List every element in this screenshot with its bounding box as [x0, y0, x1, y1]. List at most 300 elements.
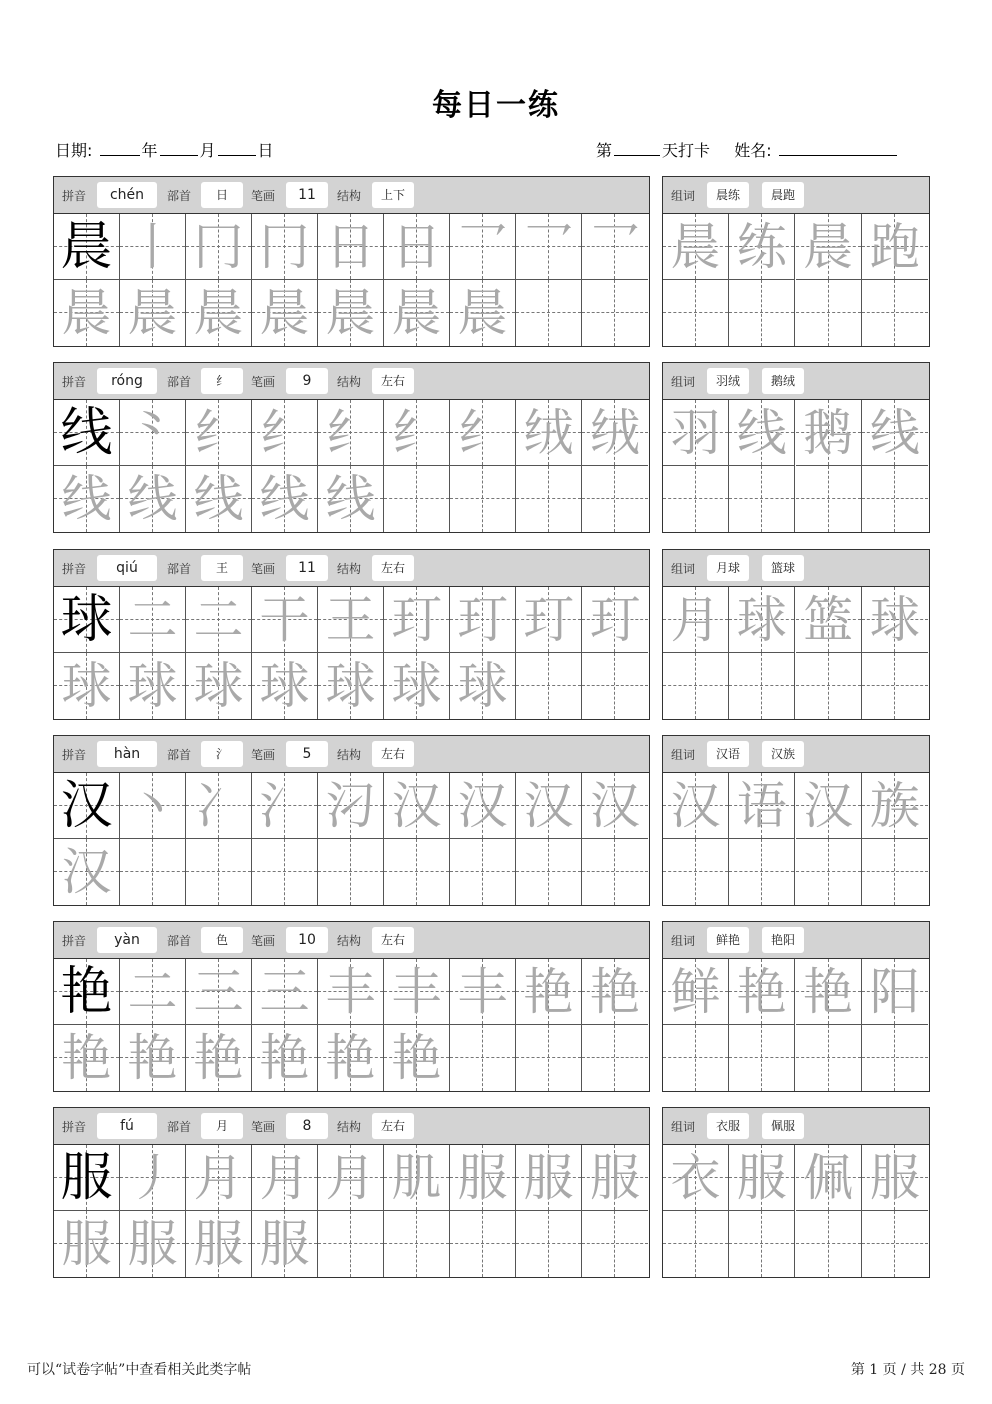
writing-cell[interactable]: [120, 214, 186, 280]
day-count-blank[interactable]: [614, 141, 660, 156]
trace-character: 艳: [523, 962, 574, 1021]
word-writing-cell[interactable]: [796, 773, 862, 839]
writing-cell[interactable]: [120, 280, 186, 346]
word-writing-cell[interactable]: [796, 1025, 862, 1091]
word-writing-cell[interactable]: [796, 466, 862, 532]
word-trace-character: 羽: [670, 403, 721, 462]
word-header: [663, 550, 929, 587]
word-trace-character: 球: [736, 590, 787, 649]
model-character: 服: [60, 1147, 113, 1208]
trace-character: 艳: [127, 1029, 178, 1087]
writing-cell[interactable]: [120, 839, 186, 905]
strokes-value: 10: [286, 927, 328, 953]
writing-cell[interactable]: [186, 839, 252, 905]
word-trace-character: 鹅: [803, 403, 854, 462]
word-writing-cell[interactable]: [729, 400, 795, 466]
tracing-grid: [54, 400, 649, 532]
structure-value: 左右: [372, 927, 414, 953]
word-writing-cell[interactable]: [729, 587, 795, 653]
trace-character: 二: [127, 962, 178, 1021]
radical-value: 王: [201, 555, 243, 581]
word-trace-character: 晨: [803, 217, 854, 276]
trace-character: 艳: [259, 1029, 310, 1087]
writing-cell[interactable]: [120, 587, 186, 653]
writing-cell[interactable]: [252, 587, 318, 653]
word-writing-cell[interactable]: [663, 214, 729, 280]
word-trace-character: 汉: [803, 776, 854, 835]
writing-cell[interactable]: [450, 1025, 516, 1091]
word-writing-cell[interactable]: [663, 1025, 729, 1091]
trace-character: 球: [325, 657, 376, 715]
pinyin-label: 拼音: [62, 934, 87, 948]
trace-character: 球: [259, 657, 310, 715]
tracing-grid: [54, 214, 649, 346]
word-writing-cell[interactable]: [862, 587, 928, 653]
word-trace-character: 阳: [869, 962, 920, 1021]
writing-cell[interactable]: [186, 1025, 252, 1091]
trace-character: 三: [193, 962, 244, 1021]
writing-cell[interactable]: [54, 1211, 120, 1277]
page-number: 第 1 页 / 共 28 页: [850, 1362, 965, 1378]
trace-character: 汉: [457, 776, 508, 835]
word-trace-character: 衣: [670, 1148, 721, 1207]
word-header: [663, 363, 929, 400]
word-writing-cell[interactable]: [862, 214, 928, 280]
radical-label: 部首: [167, 562, 192, 576]
trace-character: 线: [193, 470, 244, 528]
writing-cell[interactable]: [120, 1145, 186, 1211]
trace-character: 晨: [457, 284, 508, 342]
word-grid: [663, 214, 929, 346]
writing-cell[interactable]: [252, 466, 318, 532]
radical-label: 部首: [167, 1120, 192, 1134]
word-trace-character: 汉: [670, 776, 721, 835]
trace-character: ⼌: [259, 217, 310, 276]
word-writing-cell[interactable]: [796, 839, 862, 905]
trace-character: 晨: [391, 284, 442, 342]
trace-character: 绒: [590, 403, 640, 462]
structure-label: 结构: [337, 189, 362, 203]
writing-cell[interactable]: [384, 1145, 450, 1211]
word-value: 月球: [707, 555, 749, 581]
writing-cell[interactable]: [120, 1025, 186, 1091]
writing-cell[interactable]: [252, 214, 318, 280]
writing-cell[interactable]: [516, 587, 582, 653]
pinyin-value: chén: [97, 182, 157, 208]
structure-value: 左右: [372, 741, 414, 767]
word-trace-character: 族: [869, 776, 920, 835]
writing-cell[interactable]: [54, 400, 120, 466]
trace-character: 线: [127, 470, 178, 528]
writing-cell[interactable]: [252, 773, 318, 839]
word-writing-cell[interactable]: [862, 466, 928, 532]
writing-cell[interactable]: [384, 839, 450, 905]
strokes-label: 笔画: [251, 189, 276, 203]
model-character: 汉: [60, 775, 113, 836]
word-trace-character: 语: [736, 776, 787, 835]
writing-cell[interactable]: [384, 1025, 450, 1091]
tracing-grid: [54, 587, 649, 719]
word-writing-cell[interactable]: [796, 587, 862, 653]
writing-cell[interactable]: [186, 280, 252, 346]
trace-character: 玎: [391, 590, 442, 649]
trace-character: 纟: [391, 403, 442, 462]
writing-cell[interactable]: [120, 400, 186, 466]
trace-character: ⺂: [457, 217, 508, 276]
word-writing-cell[interactable]: [663, 1211, 729, 1277]
writing-cell[interactable]: [516, 773, 582, 839]
writing-cell[interactable]: [318, 839, 384, 905]
writing-cell[interactable]: [318, 1211, 384, 1277]
word-writing-cell[interactable]: [796, 280, 862, 346]
word-grid: [663, 587, 929, 719]
word-writing-cell[interactable]: [862, 1211, 928, 1277]
year-blank[interactable]: [100, 141, 140, 156]
writing-cell[interactable]: [252, 653, 318, 719]
writing-cell[interactable]: [516, 1145, 582, 1211]
writing-cell[interactable]: [54, 1025, 120, 1091]
writing-cell[interactable]: [384, 280, 450, 346]
writing-cell[interactable]: [384, 400, 450, 466]
pinyin-value: róng: [97, 368, 157, 394]
practice-row: [53, 176, 930, 348]
trace-character: 球: [61, 657, 112, 715]
word-value: 鹅绒: [762, 368, 804, 394]
trace-character: 三: [259, 962, 310, 1021]
writing-cell[interactable]: [582, 214, 648, 280]
trace-character: 汉: [523, 776, 574, 835]
writing-cell[interactable]: [252, 959, 318, 1025]
name-label: 姓名:: [734, 141, 772, 160]
writing-cell[interactable]: [450, 1145, 516, 1211]
radical-value: 日: [201, 182, 243, 208]
writing-cell[interactable]: [318, 587, 384, 653]
trace-character: 干: [259, 590, 310, 649]
word-header: [663, 1108, 929, 1145]
word-writing-cell[interactable]: [663, 839, 729, 905]
writing-cell[interactable]: [516, 1025, 582, 1091]
writing-cell[interactable]: [318, 773, 384, 839]
strokes-label: 笔画: [251, 934, 276, 948]
structure-label: 结构: [337, 748, 362, 762]
writing-cell[interactable]: [582, 280, 648, 346]
trace-character: 丰: [391, 962, 442, 1021]
model-character: 艳: [60, 961, 113, 1022]
footer-note: 可以“试卷字帖”中查看相关此类字帖: [27, 1362, 252, 1378]
writing-cell[interactable]: [318, 400, 384, 466]
writing-cell[interactable]: [252, 1211, 318, 1277]
radical-value: 纟: [201, 368, 243, 394]
strokes-value: 9: [286, 368, 328, 394]
writing-cell[interactable]: [582, 466, 648, 532]
writing-cell[interactable]: [450, 587, 516, 653]
word-writing-cell[interactable]: [729, 466, 795, 532]
writing-cell[interactable]: [516, 280, 582, 346]
trace-character: 服: [259, 1215, 310, 1273]
writing-cell[interactable]: [450, 773, 516, 839]
writing-cell[interactable]: [186, 653, 252, 719]
word-writing-cell[interactable]: [729, 1211, 795, 1277]
writing-cell[interactable]: [120, 959, 186, 1025]
writing-cell[interactable]: [252, 280, 318, 346]
writing-cell[interactable]: [318, 1025, 384, 1091]
writing-cell[interactable]: [54, 280, 120, 346]
word-writing-cell[interactable]: [729, 653, 795, 719]
word-writing-cell[interactable]: [729, 214, 795, 280]
trace-character: 艳: [61, 1029, 112, 1087]
writing-cell[interactable]: [54, 653, 120, 719]
structure-label: 结构: [337, 934, 362, 948]
trace-character: 汉: [391, 776, 442, 835]
writing-cell[interactable]: [516, 1211, 582, 1277]
writing-cell[interactable]: [120, 773, 186, 839]
trace-character: 球: [193, 657, 244, 715]
word-value: 晨跑: [762, 182, 804, 208]
word-header: [663, 736, 929, 773]
writing-cell[interactable]: [252, 1025, 318, 1091]
writing-cell[interactable]: [582, 400, 648, 466]
writing-cell[interactable]: [252, 1145, 318, 1211]
writing-cell[interactable]: [318, 959, 384, 1025]
radical-label: 部首: [167, 375, 192, 389]
writing-cell[interactable]: [120, 653, 186, 719]
word-writing-cell[interactable]: [862, 839, 928, 905]
trace-character: 晨: [259, 284, 310, 342]
writing-cell[interactable]: [582, 1211, 648, 1277]
writing-cell[interactable]: [384, 1211, 450, 1277]
word-writing-cell[interactable]: [663, 653, 729, 719]
month-blank[interactable]: [160, 141, 198, 156]
strokes-label: 笔画: [251, 748, 276, 762]
words-label: 组词: [671, 934, 696, 948]
word-writing-cell[interactable]: [729, 773, 795, 839]
writing-cell[interactable]: [516, 466, 582, 532]
word-writing-cell[interactable]: [796, 400, 862, 466]
trace-character: 晨: [193, 284, 244, 342]
word-trace-character: 服: [869, 1148, 920, 1207]
trace-character: 纟: [457, 403, 508, 462]
model-character: 晨: [60, 216, 113, 277]
writing-cell[interactable]: [54, 839, 120, 905]
radical-value: 氵: [201, 741, 243, 767]
writing-cell[interactable]: [450, 959, 516, 1025]
writing-cell[interactable]: [384, 959, 450, 1025]
writing-cell[interactable]: [516, 214, 582, 280]
writing-cell[interactable]: [186, 400, 252, 466]
writing-cell[interactable]: [54, 587, 120, 653]
word-writing-cell[interactable]: [862, 959, 928, 1025]
pinyin-label: 拼音: [62, 562, 87, 576]
writing-cell[interactable]: [186, 773, 252, 839]
trace-character: ⼌: [193, 217, 244, 276]
writing-cell[interactable]: [450, 280, 516, 346]
trace-character: 艳: [590, 962, 640, 1021]
word-writing-cell[interactable]: [663, 1145, 729, 1211]
word-grid: [663, 959, 929, 1091]
word-writing-cell[interactable]: [663, 280, 729, 346]
writing-cell[interactable]: [384, 773, 450, 839]
writing-cell[interactable]: [318, 466, 384, 532]
writing-cell[interactable]: [450, 214, 516, 280]
writing-cell[interactable]: [54, 466, 120, 532]
writing-cell[interactable]: [186, 466, 252, 532]
practice-row: [53, 735, 930, 907]
writing-cell[interactable]: [450, 653, 516, 719]
word-writing-cell[interactable]: [796, 959, 862, 1025]
month-label: 月: [199, 141, 216, 160]
trace-character: 丰: [325, 962, 376, 1021]
writing-cell[interactable]: [582, 839, 648, 905]
word-writing-cell[interactable]: [729, 959, 795, 1025]
trace-character: 球: [457, 657, 508, 715]
trace-character: 线: [325, 470, 376, 528]
writing-cell[interactable]: [450, 400, 516, 466]
trace-character: 服: [193, 1215, 244, 1273]
trace-character: 绒: [523, 403, 574, 462]
writing-cell[interactable]: [54, 214, 120, 280]
structure-value: 左右: [372, 555, 414, 581]
writing-cell[interactable]: [582, 587, 648, 653]
structure-label: 结构: [337, 375, 362, 389]
trace-character: ⺂: [590, 217, 640, 276]
trace-character: 汉: [590, 776, 640, 835]
pinyin-value: hàn: [97, 741, 157, 767]
pinyin-value: yàn: [97, 927, 157, 953]
trace-character: 线: [61, 470, 112, 528]
word-writing-cell[interactable]: [796, 1145, 862, 1211]
character-practice-box: [53, 176, 650, 347]
checkin-line: [596, 138, 899, 161]
writing-cell[interactable]: [384, 587, 450, 653]
writing-cell[interactable]: [186, 1145, 252, 1211]
writing-cell[interactable]: [120, 1211, 186, 1277]
radical-value: 月: [201, 1113, 243, 1139]
writing-cell[interactable]: [318, 280, 384, 346]
word-writing-cell[interactable]: [862, 773, 928, 839]
writing-cell[interactable]: [516, 653, 582, 719]
word-writing-cell[interactable]: [729, 839, 795, 905]
trace-character: 线: [259, 470, 310, 528]
writing-cell[interactable]: [582, 1025, 648, 1091]
trace-character: 月: [259, 1148, 310, 1207]
word-value: 汉族: [762, 741, 804, 767]
writing-cell[interactable]: [186, 1211, 252, 1277]
trace-character: ⽇: [325, 217, 376, 276]
writing-cell[interactable]: [318, 214, 384, 280]
writing-cell[interactable]: [516, 959, 582, 1025]
writing-cell[interactable]: [186, 214, 252, 280]
writing-cell[interactable]: [186, 587, 252, 653]
writing-cell[interactable]: [252, 839, 318, 905]
character-practice-box: [53, 1107, 650, 1278]
word-trace-character: 跑: [869, 217, 920, 276]
words-label: 组词: [671, 1120, 696, 1134]
day-blank[interactable]: [218, 141, 256, 156]
writing-cell[interactable]: [450, 839, 516, 905]
writing-cell[interactable]: [516, 400, 582, 466]
word-writing-cell[interactable]: [729, 280, 795, 346]
writing-cell[interactable]: [120, 466, 186, 532]
writing-cell[interactable]: [582, 1145, 648, 1211]
pinyin-label: 拼音: [62, 189, 87, 203]
writing-cell[interactable]: [384, 466, 450, 532]
writing-cell[interactable]: [582, 959, 648, 1025]
word-writing-cell[interactable]: [862, 1145, 928, 1211]
word-trace-character: 线: [736, 403, 787, 462]
word-writing-cell[interactable]: [663, 959, 729, 1025]
word-trace-character: 练: [736, 217, 787, 276]
word-trace-character: 晨: [670, 217, 721, 276]
tracing-grid: [54, 1145, 649, 1277]
word-writing-cell[interactable]: [729, 1145, 795, 1211]
word-writing-cell[interactable]: [796, 653, 862, 719]
word-writing-cell[interactable]: [796, 214, 862, 280]
word-value: 艳阳: [762, 927, 804, 953]
word-trace-character: 艳: [803, 962, 854, 1021]
word-header: [663, 177, 929, 214]
tracing-grid: [54, 959, 649, 1091]
strokes-value: 8: [286, 1113, 328, 1139]
date-line: [55, 138, 274, 161]
word-writing-cell[interactable]: [663, 587, 729, 653]
word-practice-box: [662, 362, 930, 533]
pinyin-value: qiú: [97, 555, 157, 581]
word-writing-cell[interactable]: [796, 1211, 862, 1277]
writing-cell[interactable]: [384, 653, 450, 719]
writing-cell[interactable]: [450, 466, 516, 532]
word-value: 羽绒: [707, 368, 749, 394]
word-writing-cell[interactable]: [729, 1025, 795, 1091]
writing-cell[interactable]: [450, 1211, 516, 1277]
word-writing-cell[interactable]: [663, 400, 729, 466]
writing-cell[interactable]: [186, 959, 252, 1025]
radical-label: 部首: [167, 934, 192, 948]
word-writing-cell[interactable]: [862, 1025, 928, 1091]
word-practice-box: [662, 1107, 930, 1278]
writing-cell[interactable]: [516, 839, 582, 905]
writing-cell[interactable]: [582, 773, 648, 839]
writing-cell[interactable]: [54, 1145, 120, 1211]
writing-cell[interactable]: [318, 1145, 384, 1211]
word-trace-character: 鲜: [670, 962, 721, 1021]
writing-cell[interactable]: [318, 653, 384, 719]
words-label: 组词: [671, 375, 696, 389]
character-info-header: [54, 922, 649, 959]
word-writing-cell[interactable]: [663, 773, 729, 839]
writing-cell[interactable]: [252, 400, 318, 466]
word-trace-character: 月: [670, 590, 721, 649]
writing-cell[interactable]: [582, 653, 648, 719]
writing-cell[interactable]: [54, 959, 120, 1025]
words-label: 组词: [671, 562, 696, 576]
practice-row: [53, 921, 930, 1093]
name-blank[interactable]: [779, 141, 897, 156]
trace-character: 丿: [127, 1148, 178, 1207]
word-writing-cell[interactable]: [862, 400, 928, 466]
word-writing-cell[interactable]: [663, 466, 729, 532]
word-writing-cell[interactable]: [862, 653, 928, 719]
writing-cell[interactable]: [384, 214, 450, 280]
character-practice-box: [53, 549, 650, 720]
trace-character: 球: [391, 657, 442, 715]
writing-cell[interactable]: [54, 773, 120, 839]
word-writing-cell[interactable]: [862, 280, 928, 346]
words-label: 组词: [671, 748, 696, 762]
trace-character: 服: [127, 1215, 178, 1273]
word-trace-character: 球: [869, 590, 920, 649]
trace-character: 肌: [391, 1148, 442, 1207]
trace-character: 晨: [127, 284, 178, 342]
